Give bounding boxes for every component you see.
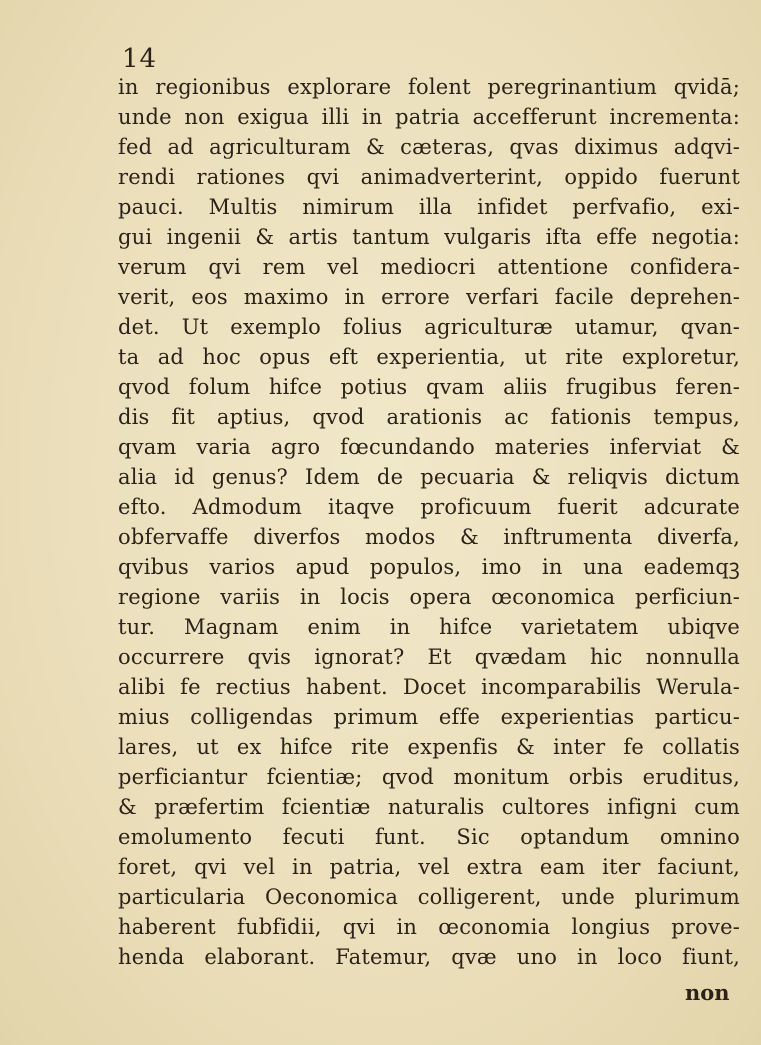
- body-text: [118, 72, 740, 972]
- text-line: emolumento fecuti funt. Sic optandum omnino: [118, 825, 740, 849]
- text-line: haberent fubfidii, qvi in œconomia longius prove-: [118, 915, 740, 939]
- text-line: in regionibus explorare folent peregrinantium qvidā;: [118, 75, 740, 99]
- text-line: verit, eos maximo in errore verfari facile deprehen-: [118, 285, 740, 309]
- text-line: regione variis in locis opera œconomica perficiun-: [118, 585, 740, 609]
- text-line: rendi rationes qvi animadverterint, oppido fuerunt: [118, 165, 740, 189]
- catchword: non: [685, 980, 730, 1005]
- page-number: 14: [122, 44, 158, 74]
- text-line: mius colligendas primum effe experientias particu-: [118, 705, 740, 729]
- text-line: foret, qvi vel in patria, vel extra eam iter faciunt,: [118, 855, 740, 879]
- text-line: lares, ut ex hifce rite expenfis & inter fe collatis: [118, 735, 740, 759]
- text-line: qvod folum hifce potius qvam aliis frugibus feren-: [118, 375, 740, 399]
- text-line: qvibus varios apud populos, imo in una eademqꝫ: [118, 555, 740, 579]
- text-line: tur. Magnam enim in hifce varietatem ubiqve: [118, 615, 740, 639]
- text-line: gui ingenii & artis tantum vulgaris ifta effe negotia:: [118, 225, 740, 249]
- text-line: alibi fe rectius habent. Docet incomparabilis Werula-: [118, 675, 740, 699]
- text-line: det. Ut exemplo folius agriculturæ utamur, qvan-: [118, 315, 740, 339]
- text-line: particularia Oeconomica colligerent, unde plurimum: [118, 885, 740, 909]
- text-line: ta ad hoc opus eft experientia, ut rite exploretur,: [118, 345, 740, 369]
- text-line: dis fit aptius, qvod arationis ac fationis tempus,: [118, 405, 740, 429]
- text-line: occurrere qvis ignorat? Et qvædam hic nonnulla: [118, 645, 740, 669]
- text-line: obfervaffe diverfos modos & inftrumenta diverfa,: [118, 525, 740, 549]
- text-line: verum qvi rem vel mediocri attentione confidera-: [118, 255, 740, 279]
- text-line: qvam varia agro fœcundando materies inferviat &: [118, 435, 740, 459]
- text-line: henda elaborant. Fatemur, qvæ uno in loco fiunt,: [118, 945, 740, 969]
- text-line: perficiantur fcientiæ; qvod monitum orbis eruditus,: [118, 765, 740, 789]
- text-line: unde non exigua illi in patria accefferunt incrementa:: [118, 105, 740, 129]
- text-line: & præfertim fcientiæ naturalis cultores infigni cum: [118, 795, 740, 819]
- text-line: fed ad agriculturam & cæteras, qvas diximus adqvi-: [118, 135, 740, 159]
- text-line: efto. Admodum itaqve proficuum fuerit adcurate: [118, 495, 740, 519]
- text-line: alia id genus? Idem de pecuaria & reliqvis dictum: [118, 465, 740, 489]
- text-line: pauci. Multis nimirum illa infidet perfvafio, exi-: [118, 195, 740, 219]
